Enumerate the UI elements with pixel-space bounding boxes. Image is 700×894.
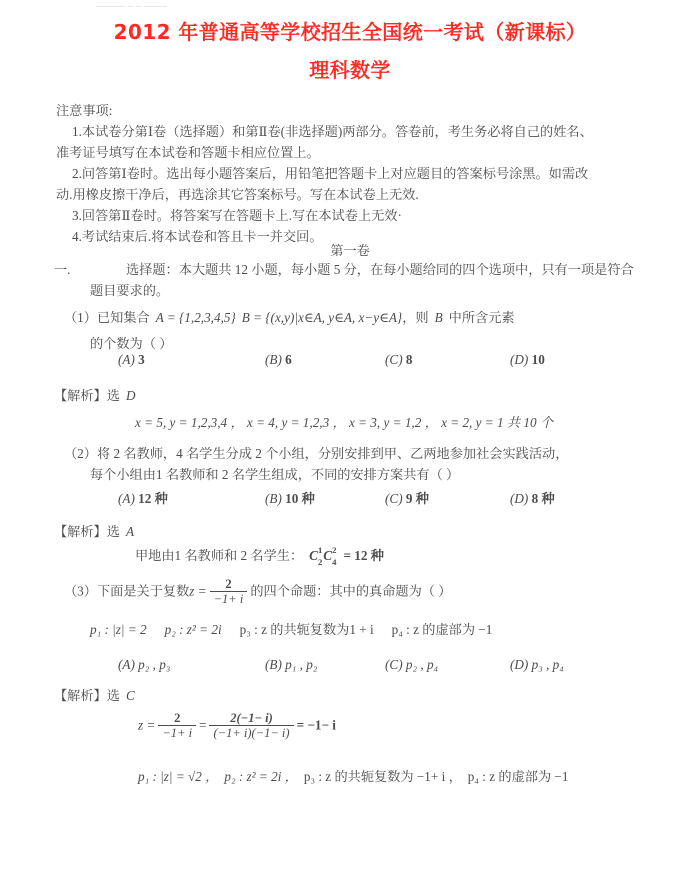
question-2-stem-line-2: 每个小组由1 名教师和 2 名学生组成，不同的安排方案共有（ ）: [90, 467, 460, 482]
question-1-set-a: A = {1,2,3,4,5}: [155, 310, 236, 325]
notice-item-1-line-2: 准考证号填写在本试卷和答题卡相应位置上。: [56, 145, 320, 160]
question-2-option-d[interactable]: (D) 8 种: [510, 491, 555, 506]
question-3-option-d[interactable]: (D) p₃ , p₄: [510, 657, 564, 672]
proposition-p1: p₁ : |z| = 2: [90, 622, 147, 637]
question-1-stem-line-1: （1）已知集合 A = {1,2,3,4,5} B = {(x,y)|x∈A, y∈A, x−y∈A}，则 B 中所含元素: [64, 310, 515, 325]
notice-heading: 注意事项:: [56, 103, 113, 118]
part-title: 第一卷: [330, 243, 370, 258]
work-equals-1: =: [199, 717, 207, 733]
question-3-stem-line-1: [64, 578, 451, 607]
question-1-number: （1）: [64, 310, 97, 325]
section-instruction-line-2: 题目要求的。: [90, 283, 170, 298]
combination-c-4-2: C 2 4: [323, 545, 337, 567]
work-fraction-1: $\frac{2}{-1+ i}$: [158, 711, 196, 740]
work-proposition-p3: p₃ : z 的共轭复数为 −1+ i ，: [303, 769, 462, 784]
question-1-answer-label: 【解析】选: [54, 388, 120, 403]
question-1-set-b: B = {(x,y)|x∈A, y∈A, x−y∈A}: [241, 310, 403, 325]
question-3-working-line-2: [138, 766, 568, 785]
question-3-answer: [54, 685, 135, 704]
question-2-answer: [54, 521, 134, 540]
question-1-stem-text-c: 中所含元素: [448, 310, 515, 325]
question-1-option-c[interactable]: (C) 8: [385, 352, 413, 367]
section-marker: 一.: [54, 262, 71, 277]
question-2-answer-label: 【解析】选: [54, 524, 120, 539]
proposition-p4: p₄ : z 的虚部为 −1: [391, 622, 493, 637]
proposition-p3: p₃ : z 的共轭复数为1 + i: [239, 622, 374, 637]
notice-item-1-line-1: 1.本试卷分第Ⅰ卷（选择题）和第Ⅱ卷(非选择题)两部分。答卷前，考生务必将自己的姓名、: [72, 124, 593, 139]
question-1-option-a[interactable]: (A) 3: [118, 352, 145, 367]
section-instruction-line-1: 选择题：本大题共 12 小题，每小题 5 分，在每小题给同的四个选项中，只有一项是符合: [126, 262, 634, 277]
question-3-answer-choice: C: [125, 688, 135, 703]
question-2-working: [135, 545, 384, 565]
notice-item-4: 4.考试结束后.将本试卷和答且卡一并交回。: [72, 229, 323, 244]
question-3-answer-label: 【解析】选: [54, 688, 120, 703]
work-proposition-p4: p₄ : z 的虚部为 −1: [467, 769, 569, 784]
question-1-answer-choice: D: [125, 388, 136, 403]
question-2-stem-line-1: [64, 443, 568, 462]
combination-c-2-1: C 1 2: [309, 545, 323, 567]
question-3-stem-prefix: 下面是关于复数: [96, 583, 190, 599]
page-subtitle: 理科数学: [309, 58, 391, 82]
work-z-lhs: z =: [138, 717, 156, 733]
work-fraction-2: $\frac{2(-1- i)}{(-1+ i)(-1- i)}$: [209, 711, 293, 740]
question-3-number: （3）: [64, 583, 97, 599]
question-3-option-a[interactable]: (A) p₂ , p₃: [118, 657, 171, 672]
work-proposition-p1: p₁ : |z| = √2 ，: [138, 769, 219, 784]
work-result-1: = −1− i: [296, 717, 336, 733]
question-3-propositions: [90, 619, 492, 638]
question-2-answer-choice: A: [125, 524, 134, 539]
question-2-stem-text-1: 将 2 名教师，4 名学生分成 2 个小组，分别安排到甲、乙两地参加社会实践活动，: [96, 446, 569, 461]
question-2-working-suffix: = 12 种: [343, 548, 384, 563]
question-2-number: （2）: [64, 446, 97, 461]
work-proposition-p2: p₂ : z² = 2i ，: [224, 769, 298, 784]
question-1-stem-line-2: 的个数为（ ）: [90, 336, 173, 351]
page-title: 2012 年普通高等学校招生全国统一考试（新课标）: [113, 20, 587, 44]
question-1-working: x = 5, y = 1,2,3,4 ， x = 4, y = 1,2,3 ， x = 3, y = 1,2 ， x = 2, y = 1 共 10 个: [135, 415, 554, 430]
question-1-stem-text-a: 已知集合: [96, 310, 150, 325]
question-1-option-b[interactable]: (B) 6: [265, 352, 292, 367]
question-1-stem-text-b: ，则: [402, 310, 429, 325]
question-3-option-c[interactable]: (C) p₂ , p₄: [385, 657, 439, 672]
question-3-option-b[interactable]: (B) p₁ , p₂: [265, 657, 318, 672]
question-2-working-prefix: 甲地由1 名教师和 2 名学生：: [135, 548, 304, 563]
question-1-answer: [54, 385, 135, 404]
question-3-working-line-1: [138, 712, 336, 741]
clipped-header-strip: ▁▁▁▁▁ ▁ ▁ ▁▁▁▁: [96, 0, 168, 7]
notice-item-2-line-1: 2.问答第Ⅰ卷时。选出每小题答案后，用铅笔把答题卡上对应题目的答案标号涂黑。如需改: [72, 166, 589, 181]
question-2-option-c[interactable]: (C) 9 种: [385, 491, 429, 506]
question-3-fraction: $\frac{2}{-1+ i}$: [210, 577, 248, 606]
question-2-option-b[interactable]: (B) 10 种: [265, 491, 315, 506]
question-1-option-d[interactable]: (D) 10: [510, 352, 545, 367]
proposition-p2: p₂ : z² = 2i: [164, 622, 222, 637]
question-3-z-label: z =: [189, 583, 207, 599]
question-2-option-a[interactable]: (A) 12 种: [118, 491, 168, 506]
notice-item-3: 3.回答第Ⅱ卷时。将答案写在答题卡上.写在本试卷上无效·: [72, 208, 402, 223]
notice-item-2-line-2: 动.用橡皮擦干净后，再选涂其它答案标号。写在本试卷上无效.: [56, 187, 419, 202]
question-3-stem-suffix: 的四个命题：其中的真命题为（ ）: [250, 583, 452, 599]
